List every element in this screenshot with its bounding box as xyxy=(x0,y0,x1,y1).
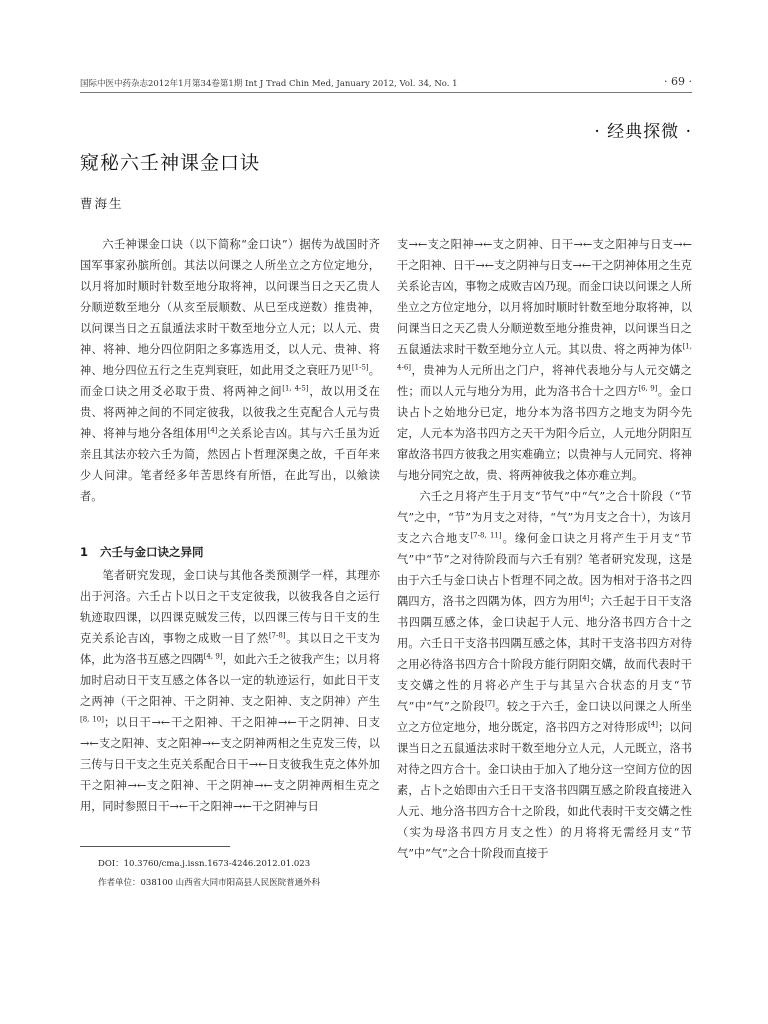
right-column xyxy=(397,234,692,864)
continued-paragraph: 支→←支之阳神→←支之阴神、日干→←支之阳神与日支→←干之阳神、日干→←支之阴神与日支→←干之阴神体用之生克关系论吉凶，事物之成败吉凶乃现。而金口诀以问课之人所坐立之方位定地分，以月将加时顺时针数至地分取将神，以问课当日之天乙贵人分顺逆数至地分推贵神，以问课当日之五鼠遁法求时干数至地分立人元。其以贵、将之两神为体[1, 4-6]，贵神为人元所出之门户，将神代表地分与人元交媾之性；而以人元与地分为用，此为洛书合十之四方[6, 9]。金口诀占卜之始地分已定，地分本为洛书四方之地支为阴今先定，人元本为洛书四方之天干为阳今后立，人元地分阴阳互窜故洛书四方彼我之用实难确立；以贵神与人元同究、将神与地分同究之故，贵、将两神彼我之体亦难立判。 xyxy=(397,238,692,482)
citation: [4] xyxy=(207,426,218,435)
intro-paragraph: 六壬神课金口诀（以下简称“金口诀”）据传为战国时齐国军事家孙膑所创。其法以问课之人所坐立之方位定地分，以月将加时顺时针数至地分取将神，以问课当日之天乙贵人分顺逆数至地分（从亥至辰顺数、从巳至戌逆数）推贵神，以问课当日之五鼠遁法求时干数至地分立人元；以人元、贵神、将神、地分四位阴阳之多寡选用爻，以人元、贵神、将神、地分四位五行之生克判衰旺，如此用爻之衰旺乃见[1-5]。而金口诀之用爻必取于贵、将两神之间[1, 4-5]，故以用爻在贵、将两神之间的不同定彼我，以彼我之生克配合人元与贵神、将神与地分各组体用[4]之关系论吉凶。其与六壬虽为近亲且其法亦较六壬为简，然因占卜哲理深奥之故，千百年来少人问津。笔者经多年苦思终有所悟，在此写出，以飨读者。 xyxy=(80,238,380,503)
citation: [1-5] xyxy=(351,363,369,372)
citation: [1, 4-5] xyxy=(282,384,309,393)
article-author: 曹海生 xyxy=(80,196,124,211)
section-heading xyxy=(80,544,204,560)
page-number: · 69 · xyxy=(664,75,692,88)
section-label: · 经典探微 · xyxy=(594,122,692,142)
citation: [7-8, 11] xyxy=(470,531,502,540)
header-rule xyxy=(80,92,692,93)
citation: [4] xyxy=(648,720,658,729)
section-number: 1 xyxy=(80,545,89,559)
doi-line: DOI：10.3760/cma.j.issn.1673-4246.2012.01.023 xyxy=(98,859,311,869)
section-title: 六壬与金口诀之异同 xyxy=(100,545,204,559)
journal-citation: 国际中医中药杂志2012年1月第34卷第1期 Int J Trad Chin Med, January 2012, Vol. 34, No. 1 xyxy=(80,79,458,89)
citation: [8, 10] xyxy=(80,715,104,724)
affiliation-line: 作者单位：038100 山西省大同市阳高县人民医院普通外科 xyxy=(98,878,321,888)
citation: [1, 4-6] xyxy=(397,342,692,372)
citation: [7-8] xyxy=(268,631,286,640)
citation: [4] xyxy=(579,594,590,603)
section1-paragraph: 笔者研究发现，金口诀与其他各类预测学一样，其理亦出于河洛。六壬占卜以日之干支定彼我，以彼我各自之运行轨迹取四课，以四课克贼发三传，以四课三传与日干支的生克关系论吉凶，事物之成败一目了然[7-8]。其以日之干支为体，此为洛书互感之四隅[4, 9]，如此六壬之彼我产生；以月将加时启动日干支互感之体各以一定的轨迹运行，如此日干支之两神（干之阳神、干之阴神、支之阳神、支之阴神）产生[8, 10]；以日干→←干之阳神、干之阳神→←干之阴神、日支→←支之阳神、支之阳神→←支之阴神两相之生克发三传，以三传与日干支之生克关系配合日干→←日支彼我生克之体外加干之阳神→←支之阳神、干之阴神→←支之阴神两相生克之用，同时参照日干→←干之阳神→←干之阴神与日 xyxy=(80,569,380,813)
left-column-section1 xyxy=(80,565,380,817)
citation: [6, 9] xyxy=(638,384,658,393)
footnote-rule xyxy=(80,846,230,847)
running-header xyxy=(80,74,692,90)
paragraph: 六壬之月将产生于月支“节气”中“气”之合十阶段（“节气”之中，“节”为月支之对待，“气”为月支之合十），为该月支之六合地支[7-8, 11]。缘何金口诀之月将产生于月支“节气”中“节”之对待阶段而与六壬有别？笔者研究发现，这是由于六壬与金口诀占卜哲理不同之故。因为相对于洛书之四隅四方，洛书之四隅为体，四方为用[4]；六壬起于日干支洛书四隅互感之体，金口诀起于人元、地分洛书四方合十之用。六壬日干支洛书四隅互感之体，其时干支洛书四方对待之用必待洛书四方合十阶段方能行阴阳交媾，故而代表时干支交媾之性的月将必产生于与其呈六合状态的月支“节气”中“气”之阶段[7]。较之于六壬，金口诀以问课之人所坐立之方位定地分，地分既定，洛书四方之对待形成[4]；以问课当日之五鼠遁法求时干数至地分立人元，人元既立，洛书对待之四方合十。金口诀由于加入了地分这一空间方位的因素，占卜之始即由六壬日干支洛书四隅互感之阶段直接进入人元、地分洛书四方合十之阶段，如此代表时干支交媾之性（实为母洛书四方月支之性）的月将将无需经月支“节气”中“气”之合十阶段而直接于 xyxy=(397,490,692,860)
citation: [7] xyxy=(484,699,495,708)
article-title: 窥秘六壬神课金口诀 xyxy=(80,152,261,174)
citation: [4, 9] xyxy=(203,652,223,661)
left-column-intro xyxy=(80,234,380,507)
